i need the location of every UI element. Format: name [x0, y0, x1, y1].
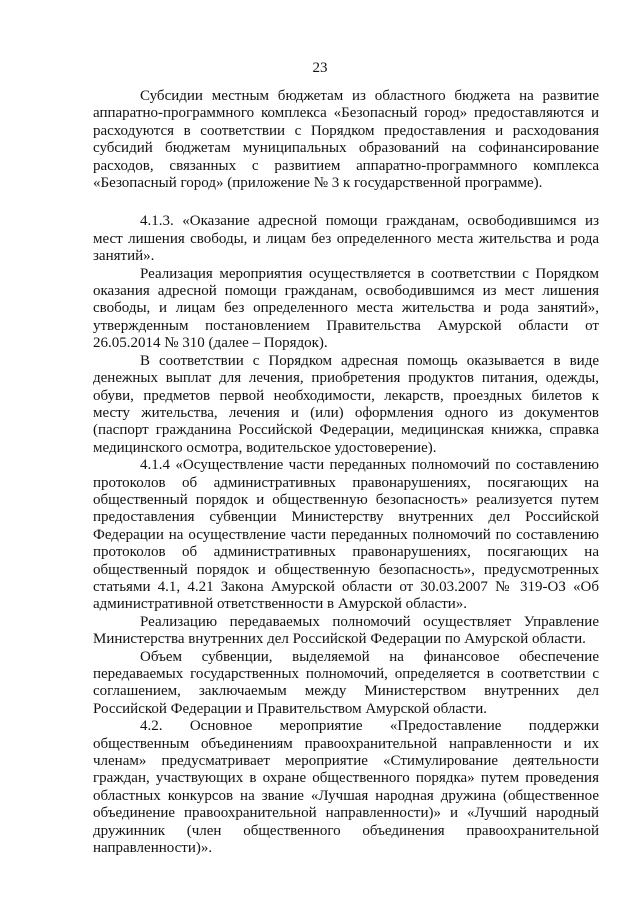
- paragraph-4-1-4: 4.1.4 «Осуществление части переданных полномочий по составлению протоколов об административных правонарушениях, посягающих на общественный порядок и общественную безопасность» реализуется путем предоставления субвенции Министерству внутренних дел Российской Федерации на осуществление части переданных полномочий по составлению протоколов об административных правонарушениях, посягающих на общественный порядок и общественную безопасность», предусмотренных статьями 4.1, 4.21 Закона Амурской области от 30.03.2007 № 319-ОЗ «Об административной ответственности в Амурской области».: [93, 457, 599, 613]
- paragraph-targeted-assistance: В соответствии с Порядком адресная помощь оказывается в виде денежных выплат для лечения, приобретения продуктов питания, одежды, обуви, предметов первой необходимости, лекарств, проездных билетов к месту жительства, лечения и (или) оформления одного из документов (паспорт гражданина Российской Федерации, медицинская книжка, справка медицинского осмотра, водительское удостоверение).: [93, 352, 599, 456]
- paragraph-gap: [93, 192, 599, 213]
- paragraph-implementation-order: Реализация мероприятия осуществляется в соответствии с Порядком оказания адресной помощи гражданам, освободившимся из мест лишения свободы, и лицам без определенного места жительства и рода занятий», утвержденным постановлением Правительства Амурской области от 26.05.2014 № 310 (далее – Порядок).: [93, 265, 599, 352]
- paragraph-4-2: 4.2. Основное мероприятие «Предоставление поддержки общественным объединениям правоохранительной направленности и их членам» предусматривает мероприятие «Стимулирование деятельности граждан, участвующих в охране общественного порядка» путем проведения областных конкурсов на звание «Лучшая народная дружина (общественное объединение правоохранительной направленности)» и «Лучший народный дружинник (член общественного объединения правоохранительной направленности)».: [93, 718, 599, 857]
- paragraph-heading-4-1-3: 4.1.3. «Оказание адресной помощи гражданам, освободившимся из мест лишения свободы, и лицам без определенного места жительства и рода занятий».: [93, 213, 599, 265]
- paragraph-powers-implementation: Реализацию передаваемых полномочий осуществляет Управление Министерства внутренних дел Российской Федерации по Амурской области.: [93, 613, 599, 648]
- paragraph-subsidies: Субсидии местным бюджетам из областного бюджета на развитие аппаратно-программного комплекса «Безопасный город» предоставляются и расходуются в соответствии с Порядком предоставления и расходования субсидий бюджетам муниципальных образований на софинансирование расходов, связанных с развитием аппаратно-программного комплекса «Безопасный город» (приложение № 3 к государственной программе).: [93, 88, 599, 192]
- page-number: 23: [312, 60, 328, 76]
- document-body: [93, 88, 599, 857]
- paragraph-subvention-volume: Объем субвенции, выделяемой на финансовое обеспечение передаваемых государственных полномочий, определяется в соответствии с соглашением, заключаемым между Министерством внутренних дел Российской Федерации и Правительством Амурской области.: [93, 648, 599, 717]
